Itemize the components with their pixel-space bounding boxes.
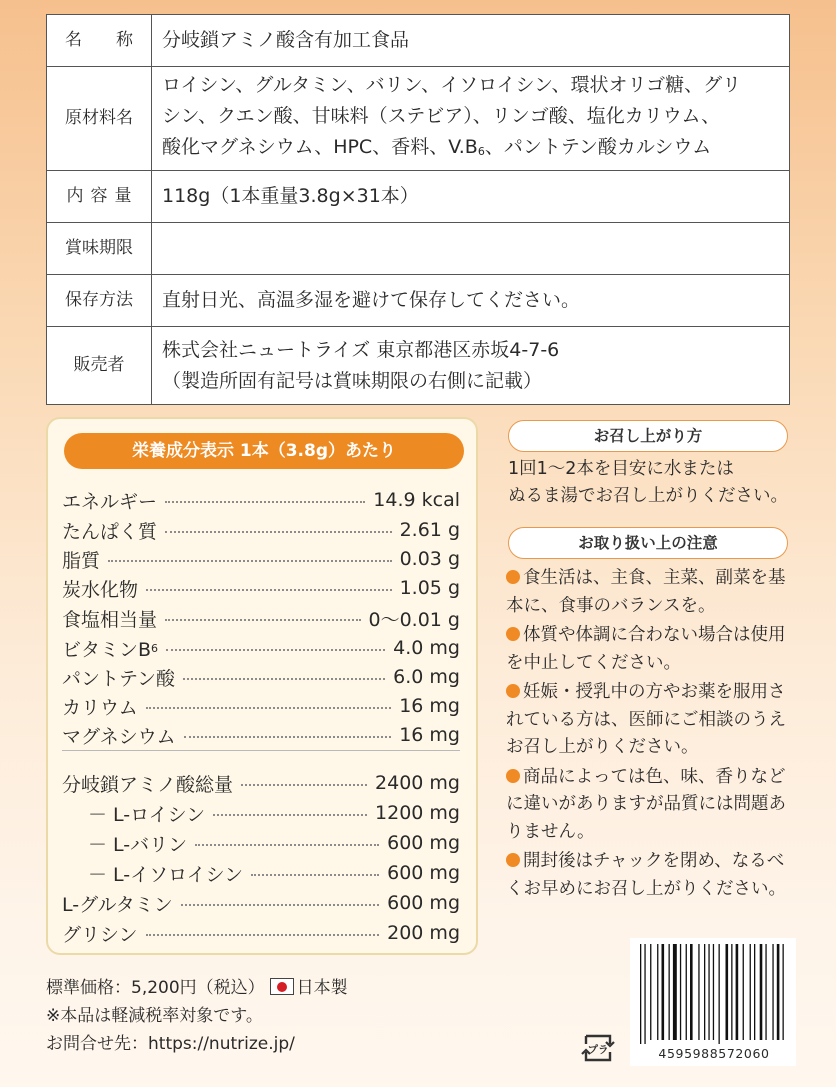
nutrient-value: 1.05 g — [399, 577, 460, 599]
nutrition-row — [62, 485, 460, 515]
nutrient-value: 16 mg — [399, 724, 460, 746]
nutrition-row — [62, 544, 460, 574]
nutrient-name: ビタミンB — [62, 638, 152, 661]
nutrition-row — [62, 662, 460, 692]
handling-item-text: 食生活は、主食、主菜、副菜を基本に、食事のバランスを。 — [506, 568, 786, 616]
nutrient-value: 0～0.01 g — [368, 608, 460, 631]
nutrition-row — [62, 798, 460, 828]
ingredients-line2: シン、クエン酸、甘味料（ステビア）、リンゴ酸、塩化カリウム、 — [162, 105, 721, 127]
barcode-bar — [760, 944, 763, 1040]
dotted-leader — [183, 678, 385, 680]
dotted-leader — [146, 934, 380, 936]
footer — [46, 974, 348, 1058]
handling-item-text: 商品によっては色、味、香りなどに違いがありますが品質には問題ありません。 — [506, 766, 786, 842]
barcode-bar — [772, 944, 773, 1040]
contact-text: お問合せ先：https://nutrize.jp/ — [46, 1034, 295, 1054]
bullet-dot-icon — [506, 627, 520, 641]
bullet-dot-icon — [506, 769, 520, 783]
dotted-leader — [184, 736, 392, 738]
product-info-table — [46, 14, 790, 405]
name-label-cell — [47, 15, 167, 67]
nutrition-row — [62, 828, 460, 858]
barcode-bar — [719, 944, 720, 1044]
dotted-leader — [146, 707, 391, 709]
dotted-leader — [166, 649, 385, 651]
howto-text — [508, 456, 798, 510]
nutrient-name: 脂質 — [62, 549, 101, 572]
dotted-leader — [165, 531, 392, 533]
info-row-seller — [47, 327, 790, 405]
nutrient-value: 600 mg — [387, 862, 460, 884]
nutrient-value: 6.0 mg — [393, 666, 460, 688]
barcode-bar — [657, 944, 658, 1040]
made-in-text: 日本製 — [296, 978, 348, 998]
barcode-bar — [765, 944, 766, 1040]
barcode-bar — [708, 944, 709, 1040]
barcode-bar — [754, 944, 755, 1040]
nutrient-name: 食塩相当量 — [62, 608, 158, 631]
info-row-storage — [47, 275, 790, 327]
nutrition-row — [62, 858, 460, 888]
barcode-bar — [743, 944, 744, 1040]
nutrient-value: 2.61 g — [399, 519, 460, 541]
ingredients-subscript: 6 — [477, 145, 485, 158]
seller-line1: 株式会社ニュートライズ 東京都港区赤坂4-7-6 — [162, 338, 560, 361]
handling-title: お取り扱い上の注意 — [508, 527, 788, 559]
content-label-cell — [47, 171, 152, 223]
nutrition-row — [62, 603, 460, 633]
barcode-bars — [638, 944, 788, 1044]
nutrient-value: 14.9 kcal — [373, 489, 460, 511]
barcode-bar — [731, 944, 732, 1040]
recycle-pla-icon — [580, 1030, 616, 1066]
handling-item — [506, 622, 798, 677]
nutrient-name: 分岐鎖アミノ酸総量 — [62, 773, 234, 796]
barcode-number: 4595988572060 — [658, 1046, 770, 1061]
nutrient-name: マグネシウム — [62, 725, 176, 748]
handling-list — [506, 565, 798, 905]
nutrient-name: パントテン酸 — [62, 667, 176, 690]
nutrition-row — [62, 691, 460, 721]
nutrient-value: 600 mg — [387, 892, 460, 914]
barcode-bar — [669, 944, 670, 1040]
barcode-bar — [690, 944, 693, 1040]
price-text: 標準価格：5,200円（税込） — [46, 978, 265, 998]
nutrient-name: － L-イソロイシン — [88, 863, 244, 886]
dotted-leader — [165, 619, 360, 621]
nutrition-row — [62, 573, 460, 603]
handling-item — [506, 679, 798, 762]
handling-item — [506, 565, 798, 620]
handling-item-text: 体質や体調に合わない場合は使用を中止してください。 — [506, 625, 786, 673]
barcode — [630, 938, 796, 1066]
tax-note: ※本品は軽減税率対象です。 — [46, 1006, 263, 1026]
nutrient-name: － L-ロイシン — [88, 803, 206, 826]
nutrition-header: 栄養成分表示 1本（3.8g）あたり — [64, 433, 464, 469]
name-value: 分岐鎖アミノ酸含有加工食品 — [152, 15, 790, 67]
nutrient-name: － L-バリン — [88, 833, 188, 856]
barcode-bar — [662, 944, 665, 1040]
ingredients-line1: ロイシン、グルタミン、バリン、イソロイシン、環状オリゴ糖、グリ — [162, 74, 742, 96]
barcode-bar — [726, 944, 729, 1040]
bullet-dot-icon — [506, 684, 520, 698]
nutrient-value: 200 mg — [387, 922, 460, 944]
content-label: 内容量 — [66, 186, 139, 206]
seller-label: 販売者 — [47, 327, 152, 405]
nutrient-value: 0.03 g — [399, 548, 460, 570]
nutrient-name: 炭水化物 — [62, 578, 139, 601]
dotted-leader — [108, 560, 392, 562]
barcode-bar — [704, 944, 705, 1040]
handling-item — [506, 764, 798, 847]
nutrition-row — [62, 768, 460, 798]
ingredients-value — [152, 67, 790, 171]
dotted-leader — [146, 589, 392, 591]
nutrient-value: 1200 mg — [375, 802, 460, 824]
bestbefore-value — [152, 223, 790, 275]
info-row-bestbefore — [47, 223, 790, 275]
bestbefore-label: 賞味期限 — [47, 223, 152, 275]
japan-flag-icon — [270, 978, 294, 995]
howto-title: お召し上がり方 — [508, 420, 788, 452]
barcode-bar — [686, 944, 687, 1040]
nutrition-row — [62, 888, 460, 918]
dotted-leader — [181, 904, 379, 906]
info-row-name — [47, 15, 790, 67]
info-row-content — [47, 171, 790, 223]
nutrient-name: グリシン — [62, 923, 138, 946]
dotted-leader — [241, 784, 367, 786]
ingredients-label: 原材料名 — [47, 67, 152, 171]
nutrient-name: L-グルタミン — [62, 893, 173, 916]
bullet-dot-icon — [506, 570, 520, 584]
dotted-leader — [195, 844, 379, 846]
barcode-bar — [640, 944, 641, 1044]
nutrient-value: 600 mg — [387, 832, 460, 854]
nutrition-row — [62, 515, 460, 545]
seller-line2: （製造所固有記号は賞味期限の右側に記載） — [162, 369, 543, 392]
name-label: 名称 — [65, 30, 167, 50]
dotted-leader — [251, 874, 379, 876]
nutrient-name: カリウム — [62, 696, 138, 719]
barcode-bar — [650, 944, 651, 1040]
howto-line2: ぬるま湯でお召し上がりください。 — [508, 486, 788, 506]
barcode-bar — [750, 944, 751, 1040]
dotted-leader — [165, 501, 365, 503]
howto-line1: 1回1～2本を目安に水または — [508, 459, 734, 479]
info-row-ingredients — [47, 67, 790, 171]
handling-item-text: 妊娠・授乳中の方やお薬を服用されている方は、医師にご相談のうえお召し上がりください。 — [506, 682, 786, 757]
nutrient-value: 2400 mg — [375, 772, 460, 794]
handling-item-text: 開封後はチャックを閉め、なるべくお早めにお召し上がりください。 — [506, 851, 786, 899]
seller-value — [152, 327, 790, 405]
nutrition-divider — [62, 750, 460, 751]
ingredients-line3 — [162, 132, 781, 167]
barcode-bar — [713, 944, 714, 1040]
storage-label: 保存方法 — [47, 275, 152, 327]
ingredients-line3b: 、パントテン酸カルシウム — [484, 136, 712, 158]
barcode-bar — [673, 944, 677, 1040]
nutrient-value: 16 mg — [399, 695, 460, 717]
nutrition-row — [62, 633, 460, 663]
barcode-bar — [698, 944, 699, 1040]
ingredients-line3a: 酸化マグネシウム、HPC、香料、V.B — [162, 136, 478, 158]
handling-item — [506, 848, 798, 903]
nutrition-facts-box — [46, 417, 478, 955]
barcode-bar — [680, 944, 681, 1040]
bullet-dot-icon — [506, 853, 520, 867]
nutrient-name: たんぱく質 — [62, 520, 158, 543]
nutrient-name: エネルギー — [62, 490, 158, 513]
content-value: 118g（1本重量3.8g×31本） — [152, 171, 790, 223]
price-line — [46, 974, 348, 1002]
barcode-bar — [644, 944, 645, 1044]
nutrient-subscript: 6 — [151, 641, 159, 655]
nutrient-value: 4.0 mg — [393, 637, 460, 659]
barcode-bar — [736, 944, 739, 1040]
dotted-leader — [213, 814, 367, 816]
barcode-bar — [777, 944, 780, 1040]
barcode-bar — [783, 944, 784, 1040]
nutrition-row — [62, 720, 460, 750]
storage-value: 直射日光、高温多湿を避けて保存してください。 — [152, 275, 790, 327]
nutrition-row — [62, 918, 460, 948]
recycle-label: プラ — [587, 1044, 609, 1056]
